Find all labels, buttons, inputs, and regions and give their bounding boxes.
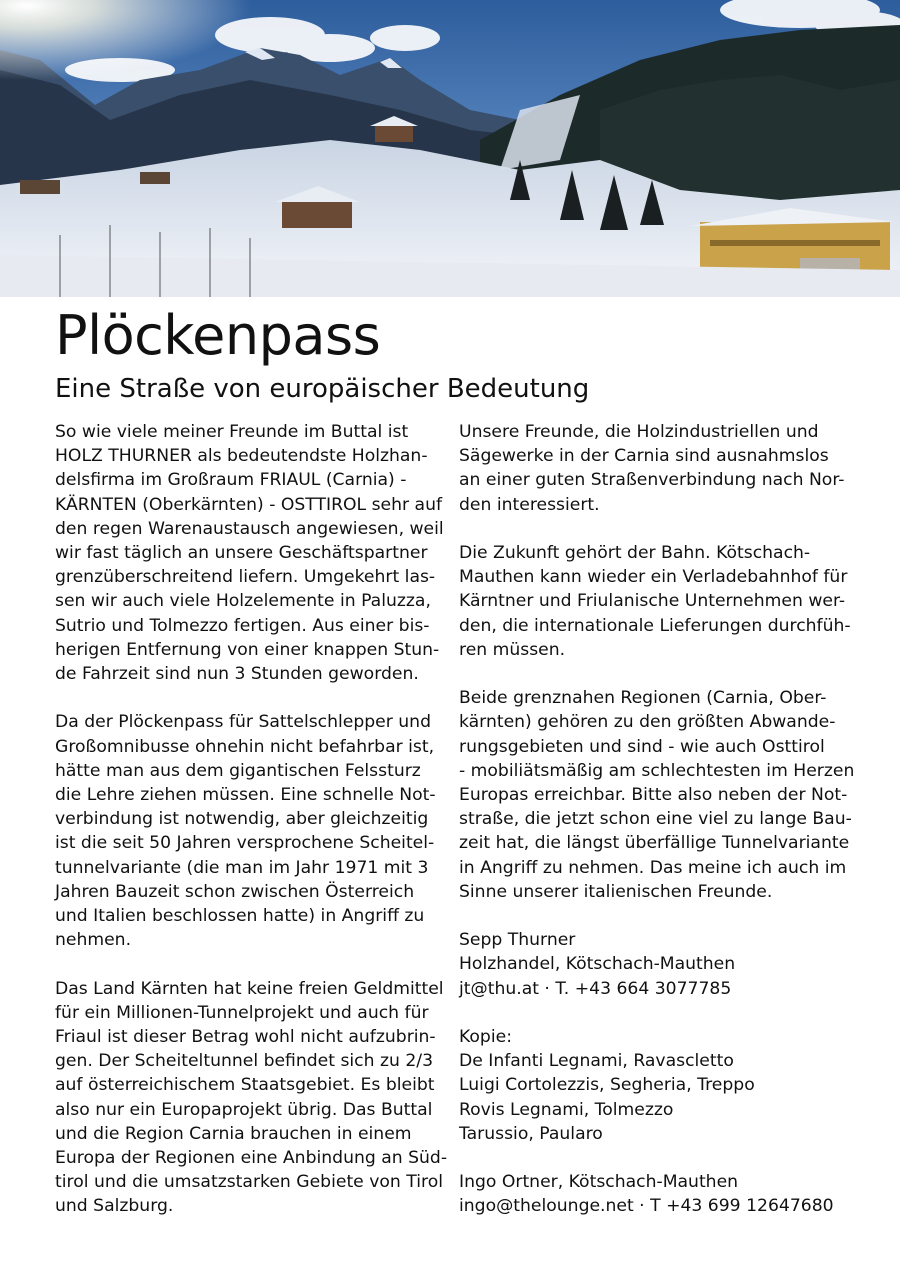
text-line: tirol und die umsatzstarken Gebiete von Tirol: [55, 1172, 443, 1193]
text-line: und die Region Carnia brauchen in einem: [55, 1123, 412, 1144]
text-line: die Lehre ziehen müssen. Eine schnelle Not-: [55, 785, 436, 806]
text-line: Sinne unserer italienischen Freunde.: [459, 881, 773, 902]
text-line: ist die seit 50 Jahren versprochene Scheitel-: [55, 833, 435, 854]
text-line: verbindung ist notwendig, aber gleichzeitig: [55, 809, 429, 830]
text-line: nehmen.: [55, 930, 132, 951]
text-line: sen wir auch viele Holzelemente in Paluzza,: [55, 591, 431, 612]
text-line: den regen Warenaustausch angewiesen, weil: [55, 518, 444, 539]
text-line: Das Land Kärnten hat keine freien Geldmittel: [55, 978, 444, 999]
right-column: [459, 420, 855, 1219]
text-line: Beide grenznahen Regionen (Carnia, Ober-: [459, 688, 827, 709]
paragraph-5: [459, 541, 851, 662]
page-subtitle: Eine Straße von europäischer Bedeutung: [55, 374, 590, 404]
text-line: Großomnibusse ohnehin nicht befahrbar ist,: [55, 736, 435, 757]
text-line: tunnelvariante (die man im Jahr 1971 mit 3: [55, 857, 429, 878]
text-line: Kärntner und Friulanische Unternehmen wer-: [459, 591, 846, 612]
copy-recipient: Luigi Cortolezzis, Segheria, Treppo: [459, 1075, 755, 1096]
text-line: Mauthen kann wieder ein Verladebahnhof für: [459, 567, 848, 588]
page-title: Plöckenpass: [55, 304, 381, 367]
paragraph-gap: [459, 517, 851, 541]
text-line: Sägewerke in der Carnia sind ausnahmslos: [459, 446, 829, 467]
text-line: Da der Plöckenpass für Sattelschlepper und: [55, 712, 431, 733]
text-line: Jahren Bauzeit schon zwischen Österreich: [55, 881, 415, 902]
text-line: und Italien beschlossen hatte) in Angriff zu: [55, 906, 425, 927]
contact-details: ingo@thelounge.net · T +43 699 12647680: [459, 1196, 834, 1217]
contact-name: Ingo Ortner, Kötschach-Mauthen: [459, 1172, 739, 1193]
text-line: grenzüberschreitend liefern. Umgekehrt las-: [55, 567, 436, 588]
text-line: ren müssen.: [459, 639, 566, 660]
text-line: in Angriff zu nehmen. Das meine ich auch im: [459, 857, 847, 878]
contact-block: [459, 1170, 851, 1218]
copy-label: Kopie:: [459, 1027, 512, 1048]
paragraph-gap: [55, 686, 441, 710]
text-line: Sutrio und Tolmezzo fertigen. Aus einer bis-: [55, 615, 430, 636]
text-line: kärnten) gehören zu den größten Abwande-: [459, 712, 836, 733]
text-line: Europa der Regionen eine Anbindung an Süd-: [55, 1148, 448, 1169]
signature-contact: jt@thu.at · T. +43 664 3077785: [459, 978, 732, 999]
paragraph-gap: [459, 1146, 851, 1170]
copy-recipient: De Infanti Legnami, Ravascletto: [459, 1051, 734, 1072]
text-line: hätte man aus dem gigantischen Felssturz: [55, 760, 421, 781]
paragraph-gap: [459, 662, 851, 686]
paragraph-gap: [459, 1001, 851, 1025]
paragraph-2: [55, 710, 441, 952]
text-line: also nur ein Europaprojekt übrig. Das Buttal: [55, 1099, 433, 1120]
signature-company: Holzhandel, Kötschach-Mauthen: [459, 954, 736, 975]
copy-recipient: Tarussio, Paularo: [459, 1123, 603, 1144]
text-line: den interessiert.: [459, 494, 600, 515]
text-line: straße, die jetzt schon eine viel zu lange Bau-: [459, 809, 852, 830]
text-line: de Fahrzeit sind nun 3 Stunden geworden.: [55, 664, 419, 685]
text-line: gen. Der Scheiteltunnel befindet sich zu 2/3: [55, 1051, 434, 1072]
text-line: - mobiliätsmäßig am schlechtesten im Herzen: [459, 760, 855, 781]
paragraph-1: [55, 420, 444, 686]
text-line: den, die internationale Lieferungen durchfüh-: [459, 615, 851, 636]
text-line: KÄRNTEN (Oberkärnten) - OSTTIROL sehr auf: [55, 494, 443, 515]
paragraph-gap: [55, 952, 441, 976]
paragraph-6: [459, 686, 855, 904]
paragraph-3: [55, 977, 448, 1219]
text-line: auf österreichischem Staatsgebiet. Es bleibt: [55, 1075, 435, 1096]
text-line: So wie viele meiner Freunde im Buttal ist: [55, 422, 409, 442]
text-line: Unsere Freunde, die Holzindustriellen und: [459, 422, 819, 442]
copy-recipients: [459, 1025, 851, 1146]
text-line: zeit hat, die längst überfällige Tunnelvariante: [459, 833, 850, 854]
text-line: an einer guten Straßenverbindung nach Nor-: [459, 470, 845, 491]
text-line: rungsgebieten und sind - wie auch Osttirol: [459, 736, 825, 757]
paragraph-gap: [459, 904, 851, 928]
text-line: HOLZ THURNER als bedeutendste Holzhan-: [55, 446, 428, 467]
text-line: Die Zukunft gehört der Bahn. Kötschach-: [459, 543, 811, 563]
text-line: herigen Entfernung von einer knappen Stun-: [55, 639, 440, 660]
text-line: Friaul ist dieser Betrag wohl nicht aufzubrin-: [55, 1027, 436, 1048]
text-line: Europas erreichbar. Bitte also neben der Not-: [459, 785, 848, 806]
left-column: [55, 420, 448, 1219]
signature-block: [459, 928, 851, 1001]
signature-name: Sepp Thurner: [459, 930, 576, 951]
hero-photo-winter-village: [0, 0, 900, 297]
paragraph-4: [459, 420, 851, 517]
text-line: wir fast täglich an unsere Geschäftspartner: [55, 543, 428, 564]
text-line: für ein Millionen-Tunnelprojekt und auch für: [55, 1002, 429, 1023]
copy-recipient: Rovis Legnami, Tolmezzo: [459, 1099, 674, 1120]
text-line: und Salzburg.: [55, 1196, 174, 1217]
text-line: delsfirma im Großraum FRIAUL (Carnia) -: [55, 470, 407, 491]
